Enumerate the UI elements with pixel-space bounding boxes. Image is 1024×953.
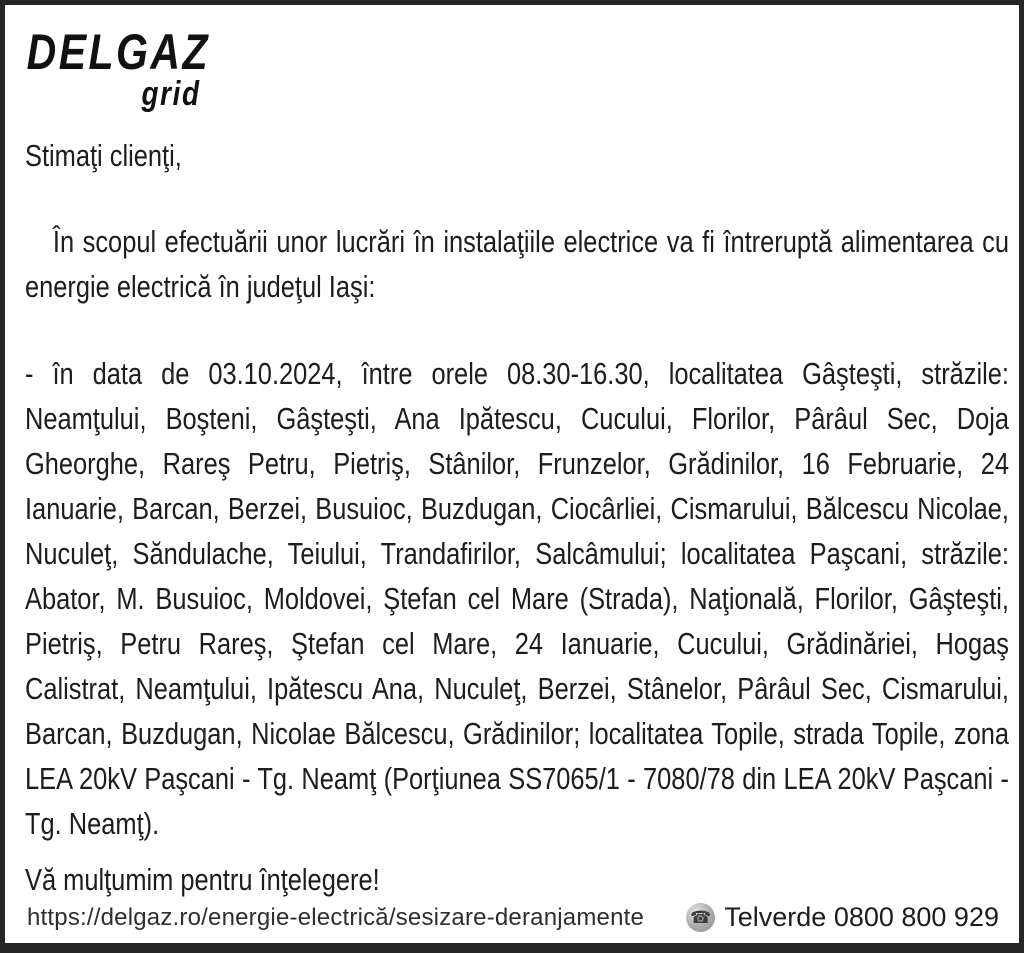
telverde-contact: [686, 902, 999, 933]
greeting-line: Stimaţi clienţi,: [25, 138, 182, 173]
logo-wordmark: DELGAZ: [26, 24, 210, 80]
thanks-line: Vă mulţumim pentru înţelegere!: [25, 862, 380, 897]
footer-bar: [27, 902, 999, 933]
announcement-body: [25, 5, 1009, 953]
logo-division: grid: [141, 75, 201, 113]
telverde-number-label: Telverde 0800 800 929: [724, 902, 999, 932]
outage-details-paragraph: - în data de 03.10.2024, între orele 08.30-16.30, localitatea Gâşteşti, străzile: Neamţului, Boşteni, Gâşteşti, Ana Ipătescu, Cucului, Florilor, Pârâul Sec, Doja Gheorghe, Rareş Petru, Pietriş, Stânilor, Frunzelor, Grădinilor, 16 Februarie, 24 Ianuarie, Barcan, Berzei, Busuioc, Buzdugan, Ciocârliei, Cismarului, Bălcescu Nicolae, Nuculeţ, Săndulache, Teiului, Trandafirilor, Salcâmului; localitatea Paşcani, străzile: Abator, M. Busuioc, Moldovei, Ştefan cel Mare (Strada), Naţională, Florilor, Gâşteşti, Pietriş, Petru Rareş, Ştefan cel Mare, 24 Ianuarie, Cucului, Grădinăriei, Hogaş Calistrat, Neamţului, Ipătescu Ana, Nuculeţ, Berzei, Stânelor, Pârâul Sec, Cismarului, Barcan, Buzdugan, Nicolae Bălcescu, Grădinilor; localitatea Topile, strada Topile, zona LEA 20kV Paşcani - Tg. Neamţ (Porţiunea SS7065/1 - 7080/78 din LEA 20kV Paşcani - Tg. Neamţ).: [25, 356, 1009, 841]
intro-paragraph: În scopul efectuării unor lucrări în instalaţiile electrice va fi întreruptă alimentarea cu energie electrică în judeţul Iaşi:: [25, 224, 1009, 304]
footer-url: https://delgaz.ro/energie-electrică/sesizare-deranjamente: [27, 903, 645, 931]
telephone-icon: ☎: [686, 903, 715, 932]
